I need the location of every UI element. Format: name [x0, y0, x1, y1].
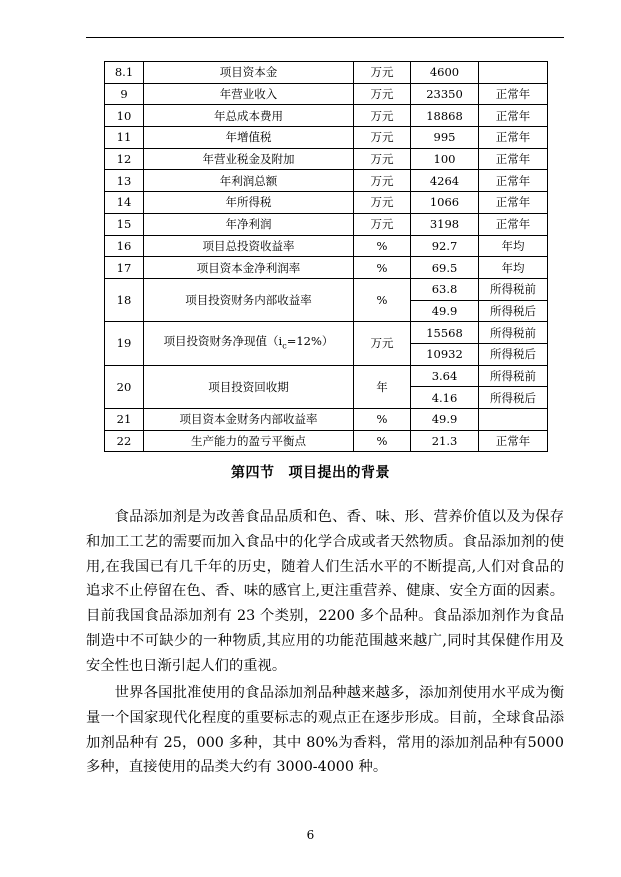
- section-number: 第四节: [231, 465, 275, 481]
- table-row: [105, 235, 548, 257]
- unit: 万元: [354, 148, 411, 170]
- note: 正常年: [479, 127, 548, 149]
- note: 年均: [479, 257, 548, 279]
- item-name: 年利润总额: [144, 170, 354, 192]
- item-name: 年增值税: [144, 127, 354, 149]
- body-paragraph: 食品添加剂是为改善食品品质和色、香、味、形、营养价值以及为保存和加工工艺的需要而加入食品中的化学合成或者天然物质。食品添加剂的使用,在我国已有几千年的历史，随着人们生活水平的不断提高,人们对食品的追求不止停留在色、香、味的感官上,更注重营养、健康、安全方面的因素。目前我国食品添加剂有 23 个类别，2200 多个品种。食品添加剂作为食品制造中不可缺少的一种物质,其应用的功能范围越来越广,同时其保健作用及安全性也日渐引起人们的重视。: [86, 509, 564, 674]
- table-row: [105, 62, 548, 84]
- value: 23350: [411, 83, 479, 105]
- value: 3198: [411, 213, 479, 235]
- note: 正常年: [479, 192, 548, 214]
- note: 所得税前: [479, 365, 548, 387]
- row-number: 15: [105, 213, 144, 235]
- table-row: [105, 322, 548, 344]
- unit: %: [354, 278, 411, 321]
- row-number: 16: [105, 235, 144, 257]
- note: 所得税前: [479, 322, 548, 344]
- row-number: 20: [105, 365, 144, 408]
- unit: %: [354, 257, 411, 279]
- item-prefix: 项目投资财务净现值（i: [163, 333, 283, 348]
- note: 正常年: [479, 105, 548, 127]
- row-number: 11: [105, 127, 144, 149]
- table-row: [105, 192, 548, 214]
- row-number: 12: [105, 148, 144, 170]
- unit: %: [354, 430, 411, 452]
- row-number: 10: [105, 105, 144, 127]
- value: 69.5: [411, 257, 479, 279]
- value: 4.16: [411, 387, 479, 409]
- unit: %: [354, 409, 411, 431]
- table-row: [105, 105, 548, 127]
- item-suffix: =12%）: [286, 333, 334, 348]
- unit: 万元: [354, 213, 411, 235]
- value: 1066: [411, 192, 479, 214]
- item-name: 生产能力的盈亏平衡点: [144, 430, 354, 452]
- table-row: [105, 409, 548, 431]
- row-number: 21: [105, 409, 144, 431]
- unit: 万元: [354, 322, 411, 365]
- note: 正常年: [479, 430, 548, 452]
- value: 63.8: [411, 278, 479, 300]
- unit: 万元: [354, 192, 411, 214]
- item-name: 年营业税金及附加: [144, 148, 354, 170]
- value: 15568: [411, 322, 479, 344]
- section-title: 项目提出的背景: [288, 465, 390, 481]
- page-number: 6: [306, 828, 315, 842]
- row-number: 8.1: [105, 62, 144, 84]
- note: 所得税前: [479, 278, 548, 300]
- note: 正常年: [479, 213, 548, 235]
- value: 3.64: [411, 365, 479, 387]
- note: 所得税后: [479, 387, 548, 409]
- table-row: [105, 430, 548, 452]
- value: 995: [411, 127, 479, 149]
- value: 100: [411, 148, 479, 170]
- value: 18868: [411, 105, 479, 127]
- item-name: 年所得税: [144, 192, 354, 214]
- note: 所得税后: [479, 300, 548, 322]
- unit: 万元: [354, 83, 411, 105]
- table-row: [105, 278, 548, 300]
- note: [479, 409, 548, 431]
- value: 21.3: [411, 430, 479, 452]
- note: 正常年: [479, 148, 548, 170]
- value: 49.9: [411, 300, 479, 322]
- value: 4264: [411, 170, 479, 192]
- item-subscript: c: [282, 341, 287, 351]
- table-row: [105, 365, 548, 387]
- row-number: 22: [105, 430, 144, 452]
- note: 正常年: [479, 83, 548, 105]
- item-name: 项目投资财务内部收益率: [144, 278, 354, 321]
- table-row: [105, 170, 548, 192]
- row-number: 19: [105, 322, 144, 365]
- item-name: 年净利润: [144, 213, 354, 235]
- row-number: 18: [105, 278, 144, 321]
- section-heading: [0, 462, 621, 482]
- note: 所得税后: [479, 343, 548, 365]
- note: [479, 62, 548, 84]
- unit: 万元: [354, 105, 411, 127]
- item-name: 项目资本金净利润率: [144, 257, 354, 279]
- unit: 万元: [354, 127, 411, 149]
- unit: 万元: [354, 170, 411, 192]
- value: 4600: [411, 62, 479, 84]
- table-row: [105, 83, 548, 105]
- unit: %: [354, 235, 411, 257]
- note: 年均: [479, 235, 548, 257]
- row-number: 17: [105, 257, 144, 279]
- item-name: 年总成本费用: [144, 105, 354, 127]
- value: 10932: [411, 343, 479, 365]
- note: 正常年: [479, 170, 548, 192]
- table-row: [105, 257, 548, 279]
- item-name: 项目总投资收益率: [144, 235, 354, 257]
- body-paragraph: 世界各国批准使用的食品添加剂品种越来越多，添加剂使用水平成为衡量一个国家现代化程度的重要标志的观点正在逐步形成。目前，全球食品添加剂品种有 25，000 多种，其中 80%为香料，常用的添加剂品种有5000 多种，直接使用的品类大约有 3000-4000 种。: [86, 685, 564, 776]
- item-name: 项目投资回收期: [144, 365, 354, 408]
- row-number: 14: [105, 192, 144, 214]
- unit: 年: [354, 365, 411, 408]
- value: 49.9: [411, 409, 479, 431]
- table-row: [105, 213, 548, 235]
- row-number: 13: [105, 170, 144, 192]
- item-name: 项目资本金: [144, 62, 354, 84]
- table-row: [105, 127, 548, 149]
- indicator-table: [104, 61, 547, 452]
- item-name: 项目资本金财务内部收益率: [144, 409, 354, 431]
- item-name: 年营业收入: [144, 83, 354, 105]
- unit: 万元: [354, 62, 411, 84]
- item-name: [144, 322, 354, 365]
- value: 92.7: [411, 235, 479, 257]
- table-row: [105, 148, 548, 170]
- header-rule: [86, 37, 564, 38]
- row-number: 9: [105, 83, 144, 105]
